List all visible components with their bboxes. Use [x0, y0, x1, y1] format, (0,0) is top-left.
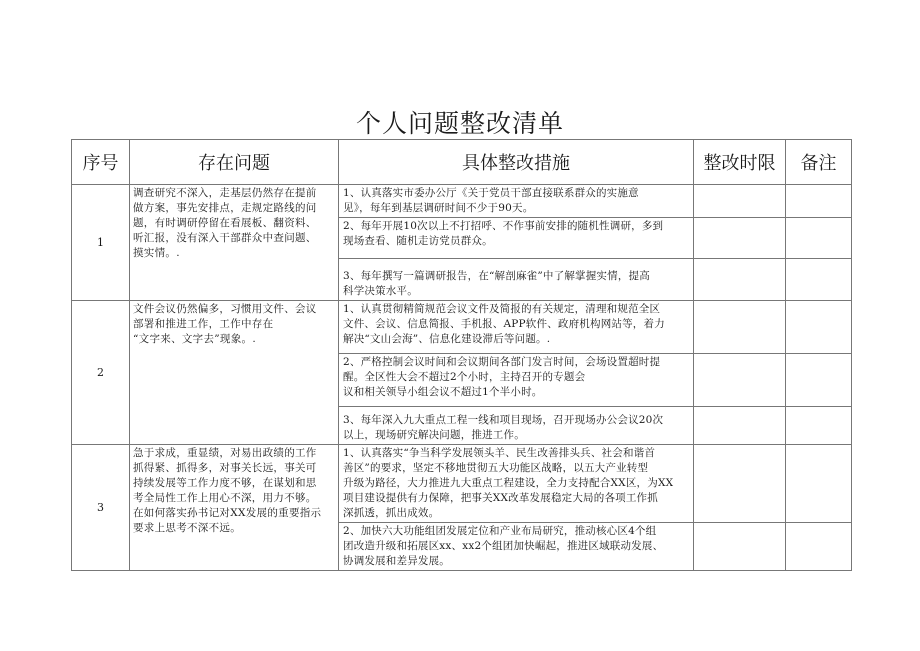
table-row [72, 185, 852, 218]
measure-cell [339, 185, 694, 218]
table-row [72, 445, 852, 523]
deadline-cell [694, 218, 786, 259]
measure-text: 2、加快六大功能组团发展定位和产业布局研究，推动核心区4个组 团改造升级和拓展区xx、xx2个组团加快崛起，推进区域联动发展、 协调发展和差异发展。 [343, 525, 664, 567]
measure-cell [339, 523, 694, 571]
header-measures: 具体整改措施 [339, 140, 694, 185]
measure-text: 3、每年撰写一篇调研报告，在“解剖麻雀”中了解掌握实情，提高 科学决策水平。 [343, 270, 650, 297]
measure-text: 1、认真落实市委办公厅《关于党员干部直接联系群众的实施意 见》，每年到基层调研时间不少于90天。 [343, 187, 639, 214]
header-seq: 序号 [72, 140, 130, 185]
issue-text: 调查研究不深入，走基层仍然存在提前 做方案，事先安排点，走规定路线的问 题，有时调研停留在看展板、翻资料、 听汇报，没有深入干部群众中查问题、 摸实情。. [133, 187, 317, 259]
remark-cell [786, 218, 852, 259]
header-remark: 备注 [786, 140, 852, 185]
remark-cell [786, 301, 852, 354]
issue-text: 文件会议仍然偏多，习惯用文件、会议 部署和推进工作，工作中存在 “文字来、文字去”现象。. [133, 303, 317, 345]
deadline-cell [694, 407, 786, 445]
deadline-cell [694, 301, 786, 354]
measure-cell [339, 259, 694, 301]
issue-text: 急于求成，重显绩，对易出政绩的工作 抓得紧、抓得多，对事关长远，事关可 持续发展等工作力度不够，在谋划和思 考全局性工作上用心不深，用力不够。 在如何落实孙书记对XX发展的重要指示 要求上思考不深不远。 [133, 447, 322, 534]
measure-text: 2、严格控制会议时间和会议期间各部门发言时间，会场设置超时提 醒。全区性大会不超过2个小时，主持召开的专题会 议和相关领导小组会议不超过1个半小时。 [343, 356, 661, 398]
rectification-table [71, 139, 852, 571]
measure-text: 1、认真落实“争当科学发展领头羊、民生改善排头兵、社会和谐首 善区”的要求，坚定不移地贯彻五大功能区战略，以五大产业转型 升级为路径，大力推进九大重点工程建设，全力支持配合XX区，为XX 项目建设提供有力保障，把事关XX改革发展稳定大局的各项工作抓 深抓透，抓出成效。 [343, 447, 674, 519]
row-issue [130, 301, 339, 445]
deadline-cell [694, 445, 786, 523]
page-title: 个人问题整改清单 [355, 109, 564, 138]
row-seq: 2 [72, 301, 130, 445]
row-issue [130, 445, 339, 571]
measure-cell [339, 407, 694, 445]
remark-cell [786, 354, 852, 407]
measure-cell [339, 354, 694, 407]
row-issue [130, 185, 339, 301]
remark-cell [786, 185, 852, 218]
measure-text: 3、每年深入九大重点工程一线和项目现场，召开现场办公会议20次 以上，现场研究解决问题，推进工作。 [343, 414, 664, 441]
header-issue: 存在问题 [130, 140, 339, 185]
table-row [72, 301, 852, 354]
measure-cell [339, 445, 694, 523]
deadline-cell [694, 354, 786, 407]
measure-cell [339, 301, 694, 354]
remark-cell [786, 407, 852, 445]
measure-text: 2、每年开展10次以上不打招呼、不作事前安排的随机性调研，多到 现场查看、随机走访党员群众。 [343, 220, 664, 247]
row-seq: 1 [72, 185, 130, 301]
row-seq: 3 [72, 445, 130, 571]
deadline-cell [694, 259, 786, 301]
measure-cell [339, 218, 694, 259]
remark-cell [786, 445, 852, 523]
deadline-cell [694, 523, 786, 571]
header-row [72, 140, 852, 185]
deadline-cell [694, 185, 786, 218]
remark-cell [786, 523, 852, 571]
header-deadline: 整改时限 [694, 140, 786, 185]
remark-cell [786, 259, 852, 301]
measure-text: 1、认真贯彻精简规范会议文件及简报的有关规定，清理和规范全区 文件、会议、信息简报、手机报、APP软件、政府机构网站等，着力 解决“文山会海”、信息化建设滞后等问题。. [343, 303, 665, 345]
